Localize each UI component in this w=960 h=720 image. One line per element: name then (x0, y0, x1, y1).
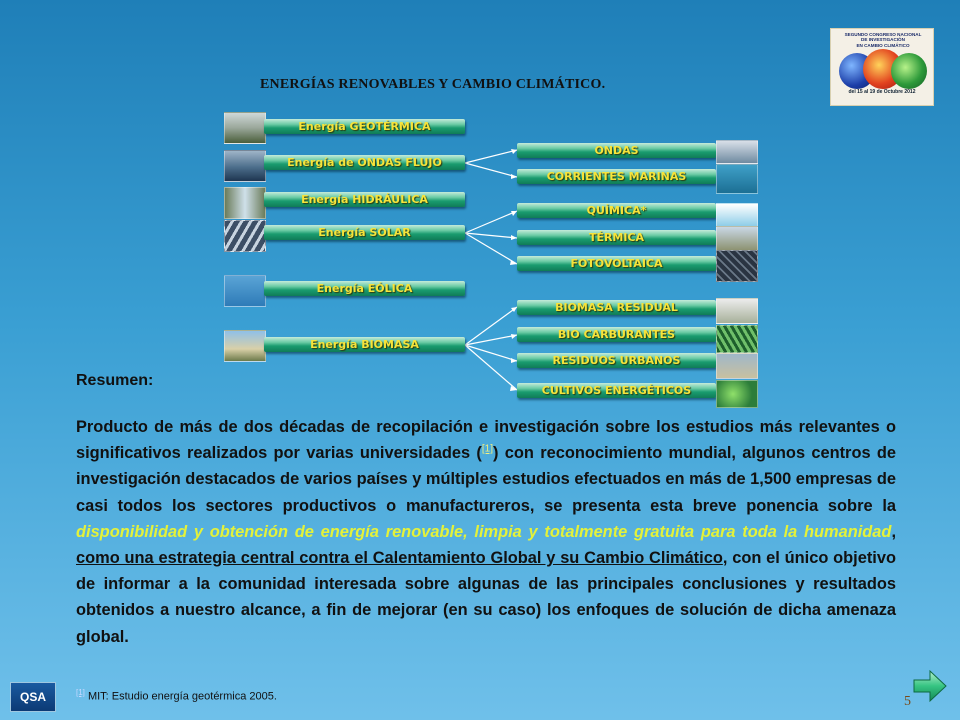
type-bio-carburantes: BIO CARBURANTES (517, 327, 716, 342)
footnote (76, 688, 277, 703)
type-termica: TÉRMICA (517, 230, 716, 245)
arrow-right-icon[interactable] (912, 668, 948, 704)
bio-carburantes-photo (716, 325, 758, 353)
corrientes-photo (716, 164, 758, 194)
connector-ondas (465, 150, 517, 163)
footnote-mark[interactable]: [1] (76, 688, 85, 697)
summary-part-3: , (891, 522, 896, 541)
summary-highlight: disponibilidad y obtención de energía renovable, limpia y totalmente gratuita para toda la humanidad (76, 522, 892, 541)
type-biomasa-residual: BIOMASA RESIDUAL (517, 300, 716, 315)
connector-residuos (465, 345, 517, 361)
summary-part-4: , con el único objetivo de informar a la comunidad interesada sobre algunas de las principales conclusiones y resultados obtenidos a nuestro alcance, a fin de mejorar (en su caso) los enfoques de solución de dicha amenaza global. (76, 549, 896, 646)
logo-line-2: DE INVESTIGACIÓN (861, 37, 905, 43)
logo-line-1: SEGUNDO CONGRESO NACIONAL (844, 32, 922, 37)
summary-body (76, 414, 896, 650)
source-solar: Energía SOLAR (264, 225, 465, 240)
logo-line-3: EN CAMBIO CLIMÁTICO (856, 42, 910, 48)
biomasa-photo (224, 330, 266, 362)
residuos-urbanos-photo (716, 353, 758, 379)
quimica-photo (716, 203, 758, 227)
footnote-text: MIT: Estudio energía geotérmica 2005. (84, 690, 277, 703)
source-biomasa: Energía BIOMASA (264, 337, 465, 352)
fotovoltaica-photo (716, 250, 758, 282)
biomasa-residual-photo (716, 298, 758, 324)
type-fotovoltaica: FOTOVOLTAICA (517, 256, 716, 271)
logo-date: del 15 al 19 de Octubre 2012 (848, 89, 916, 95)
source-geotermica: Energía GEOTÉRMICA (264, 119, 465, 134)
geotermica-photo (224, 112, 266, 144)
reference-link-1[interactable]: [1] (481, 443, 494, 455)
ondas-flujo-photo (224, 150, 266, 182)
solar-photo (224, 220, 266, 252)
connector-quimica (465, 211, 517, 233)
source-eolica: Energía EÓLICA (264, 281, 465, 296)
type-quimica: QUÍMICA* (517, 203, 716, 218)
connector-cultivos (465, 345, 517, 390)
summary-part-1: Producto de más de dos décadas de recopilación e investigación sobre los estudios más relevantes o significativos realizados por varias universidades ( (76, 418, 896, 463)
type-cultivos-energeticos: CULTIVOS ENERGÉTICOS (517, 383, 716, 398)
page-title: ENERGÍAS RENOVABLES Y CAMBIO CLIMÁTICO. (260, 77, 606, 92)
summary-part-2: ) con reconocimiento mundial, algunos centros de investigación destacados de varios países y múltiples estudios efectuados en más de 1,500 empresas de casi todos los sectores productivos o manufactureros, se presenta esta breve ponencia sobre la (76, 444, 896, 515)
connector-corrientes (465, 163, 517, 177)
summary-heading: Resumen: (76, 372, 154, 389)
type-ondas: ONDAS (517, 143, 716, 158)
type-residuos-urbanos: RESIDUOS URBANOS (517, 353, 716, 368)
page-number: 5 (904, 694, 911, 709)
source-hidraulica: Energía HIDRÁULICA (264, 192, 465, 207)
cultivos-photo (716, 380, 758, 408)
ondas-photo (716, 140, 758, 164)
termica-photo (716, 226, 758, 252)
type-corrientes-marinas: CORRIENTES MARINAS (517, 169, 716, 184)
source-ondas-flujo: Energía de ONDAS FLUJO (264, 155, 465, 170)
summary-underlined: como una estrategia central contra el Calentamiento Global y su Cambio Climático (76, 549, 723, 568)
qsa-logo: QSA (10, 682, 56, 712)
hidraulica-photo (224, 187, 266, 219)
connector-biomasa-residual (465, 307, 517, 345)
eolica-photo (224, 275, 266, 307)
